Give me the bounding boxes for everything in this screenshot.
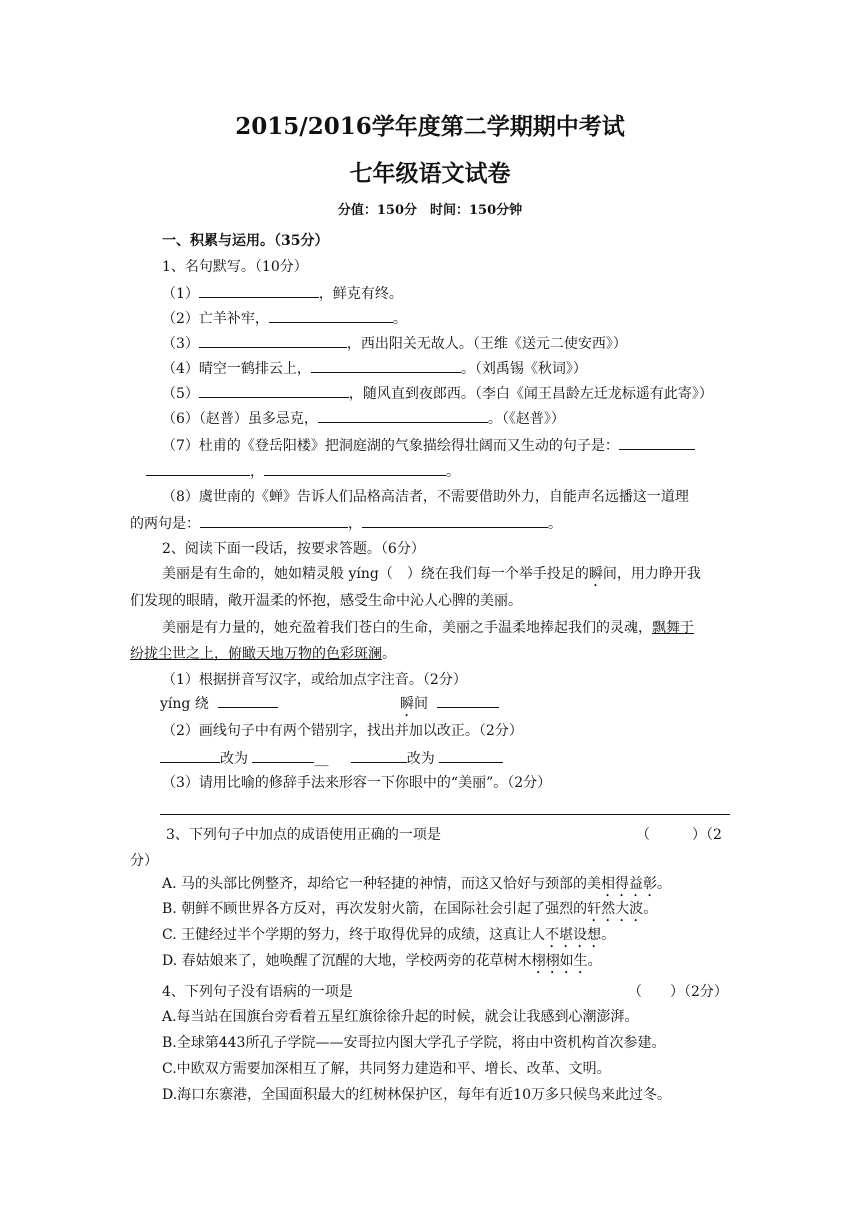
q4-option-d: D.海口东寨港，全国面积最大的红树林保护区，每年有近10万多只候鸟来此过冬。 — [162, 1087, 671, 1103]
answer-blank[interactable] — [439, 748, 503, 763]
answer-blank[interactable] — [199, 383, 349, 398]
q1-item-1: （1） ，鲜克有终。 — [162, 283, 403, 303]
answer-line[interactable] — [160, 814, 730, 815]
q3-option-a: A. 马的头部比例整齐，却给它一种轻捷的神情，而这又恰好与颈部的美相得益彰。 — [162, 876, 672, 892]
answer-blank[interactable] — [351, 748, 407, 763]
q4-stem: 4、下列句子没有语病的一项是 — [162, 984, 353, 1000]
answer-blank[interactable] — [218, 693, 278, 708]
q4-option-c: C.中欧双方需要加深相互了解，共同努力建造和平、增长、改革、文明。 — [162, 1061, 611, 1077]
q3-stem: 3、下列句子中加点的成语使用正确的一项是 — [166, 827, 441, 843]
q1-item-7-cont: ， 。 — [146, 461, 460, 481]
q4-answer-paren[interactable]: （ ）（2分） — [628, 984, 728, 1000]
q2-sub1-word: 瞬间 — [400, 693, 499, 720]
q1-stem: 1、名句默写。（10分） — [162, 259, 308, 275]
answer-blank[interactable] — [318, 408, 488, 423]
answer-blank[interactable] — [264, 461, 446, 476]
answer-blank[interactable] — [199, 333, 347, 348]
q1-item-8: （8）虞世南的《蝉》告诉人们品格高洁者，不需要借助外力，自能声名远播这一道理 — [162, 489, 689, 505]
q2-passage-2: 美丽是有力量的，她充盈着我们苍白的生命，美丽之手温柔地捧起我们的灵魂，飘舞于 — [162, 620, 694, 636]
exam-title: 2015/2016学年度第二学期期中考试 — [235, 113, 625, 140]
answer-blank[interactable] — [311, 358, 461, 373]
exam-meta: 分值：150分 时间：150分钟 — [337, 203, 523, 218]
q2-sub3: （3）请用比喻的修辞手法来形容一下你眼中的“美丽”。（2分） — [162, 775, 552, 791]
answer-blank[interactable] — [160, 748, 220, 763]
q3-option-d: D. 春姑娘来了，她唤醒了沉醒的大地，学校两旁的花草树木栩栩如生。 — [162, 953, 602, 969]
q3-stem-cont: 分） — [130, 853, 158, 869]
q4-option-a: A.每当站在国旗台旁看着五星红旗徐徐升起的时候，就会让我感到心潮澎湃。 — [162, 1009, 639, 1025]
q3-option-c: C. 王健经过半个学期的努力，终于取得优异的成绩，这真让人不堪设想。 — [162, 927, 616, 943]
answer-blank[interactable] — [252, 748, 314, 763]
q2-passage-1: 美丽是有生命的，她如精灵般 yíng（ ）绕在我们每一个举手投足的瞬间，用力睁开我 — [162, 566, 701, 582]
q2-sub1-pinyin: yíng 绕 — [160, 693, 278, 713]
q1-item-8-cont: 的两句是： ， 。 — [130, 513, 562, 533]
answer-blank[interactable] — [362, 513, 548, 528]
q2-stem: 2、阅读下面一段话，按要求答题。（6分） — [162, 541, 425, 557]
q2-passage-1-cont: 们发现的眼睛，敞开温柔的怀抱，感受生命中沁人心脾的美丽。 — [130, 593, 522, 609]
answer-blank[interactable] — [437, 693, 499, 708]
q1-item-7: （7）杜甫的《登岳阳楼》把洞庭湖的气象描绘得壮阔而又生动的句子是： — [162, 435, 695, 455]
q2-sub2: （2）画线句子中有两个错别字，找出并加以改正。（2分） — [162, 723, 523, 739]
answer-blank[interactable] — [619, 435, 695, 450]
answer-blank[interactable] — [146, 461, 250, 476]
q1-item-3: （3） ，西出阳关无故人。（王维《送元二使安西》） — [162, 333, 627, 353]
exam-subtitle: 七年级语文试卷 — [349, 160, 511, 187]
q1-item-2: （2）亡羊补牢， 。 — [162, 308, 407, 328]
answer-blank[interactable] — [269, 308, 393, 323]
answer-blank[interactable] — [199, 283, 319, 298]
section-heading: 一、积累与运用。（35分） — [162, 233, 329, 249]
q2-sub1: （1）根据拼音写汉字，或给加点字注音。（2分） — [162, 672, 467, 688]
q1-item-4: （4）晴空一鹤排云上， 。（刘禹锡《秋词》） — [162, 358, 587, 378]
q2-sub2-answers: 改为 __ 改为 — [160, 748, 503, 768]
answer-blank[interactable] — [200, 513, 348, 528]
q3-answer-paren[interactable]: （ ）（2 — [636, 827, 722, 843]
q2-passage-2-cont: 纷拢尘世之上，俯瞰天地万物的色彩斑澜。 — [130, 646, 396, 662]
q1-item-5: （5） ，随风直到夜郎西。（李白《闻王昌龄左迁龙标遥有此寄》） — [162, 383, 713, 403]
q3-option-b: B. 朝鲜不顾世界各方反对，再次发射火箭，在国际社会引起了强烈的轩然大波。 — [162, 901, 658, 917]
q1-item-6: （6）（赵普）虽多忌克， 。（《赵普》） — [162, 408, 565, 428]
q4-option-b: B.全球第443所孔子学院——安哥拉内图大学孔子学院，将由中资机构首次参建。 — [162, 1035, 666, 1051]
